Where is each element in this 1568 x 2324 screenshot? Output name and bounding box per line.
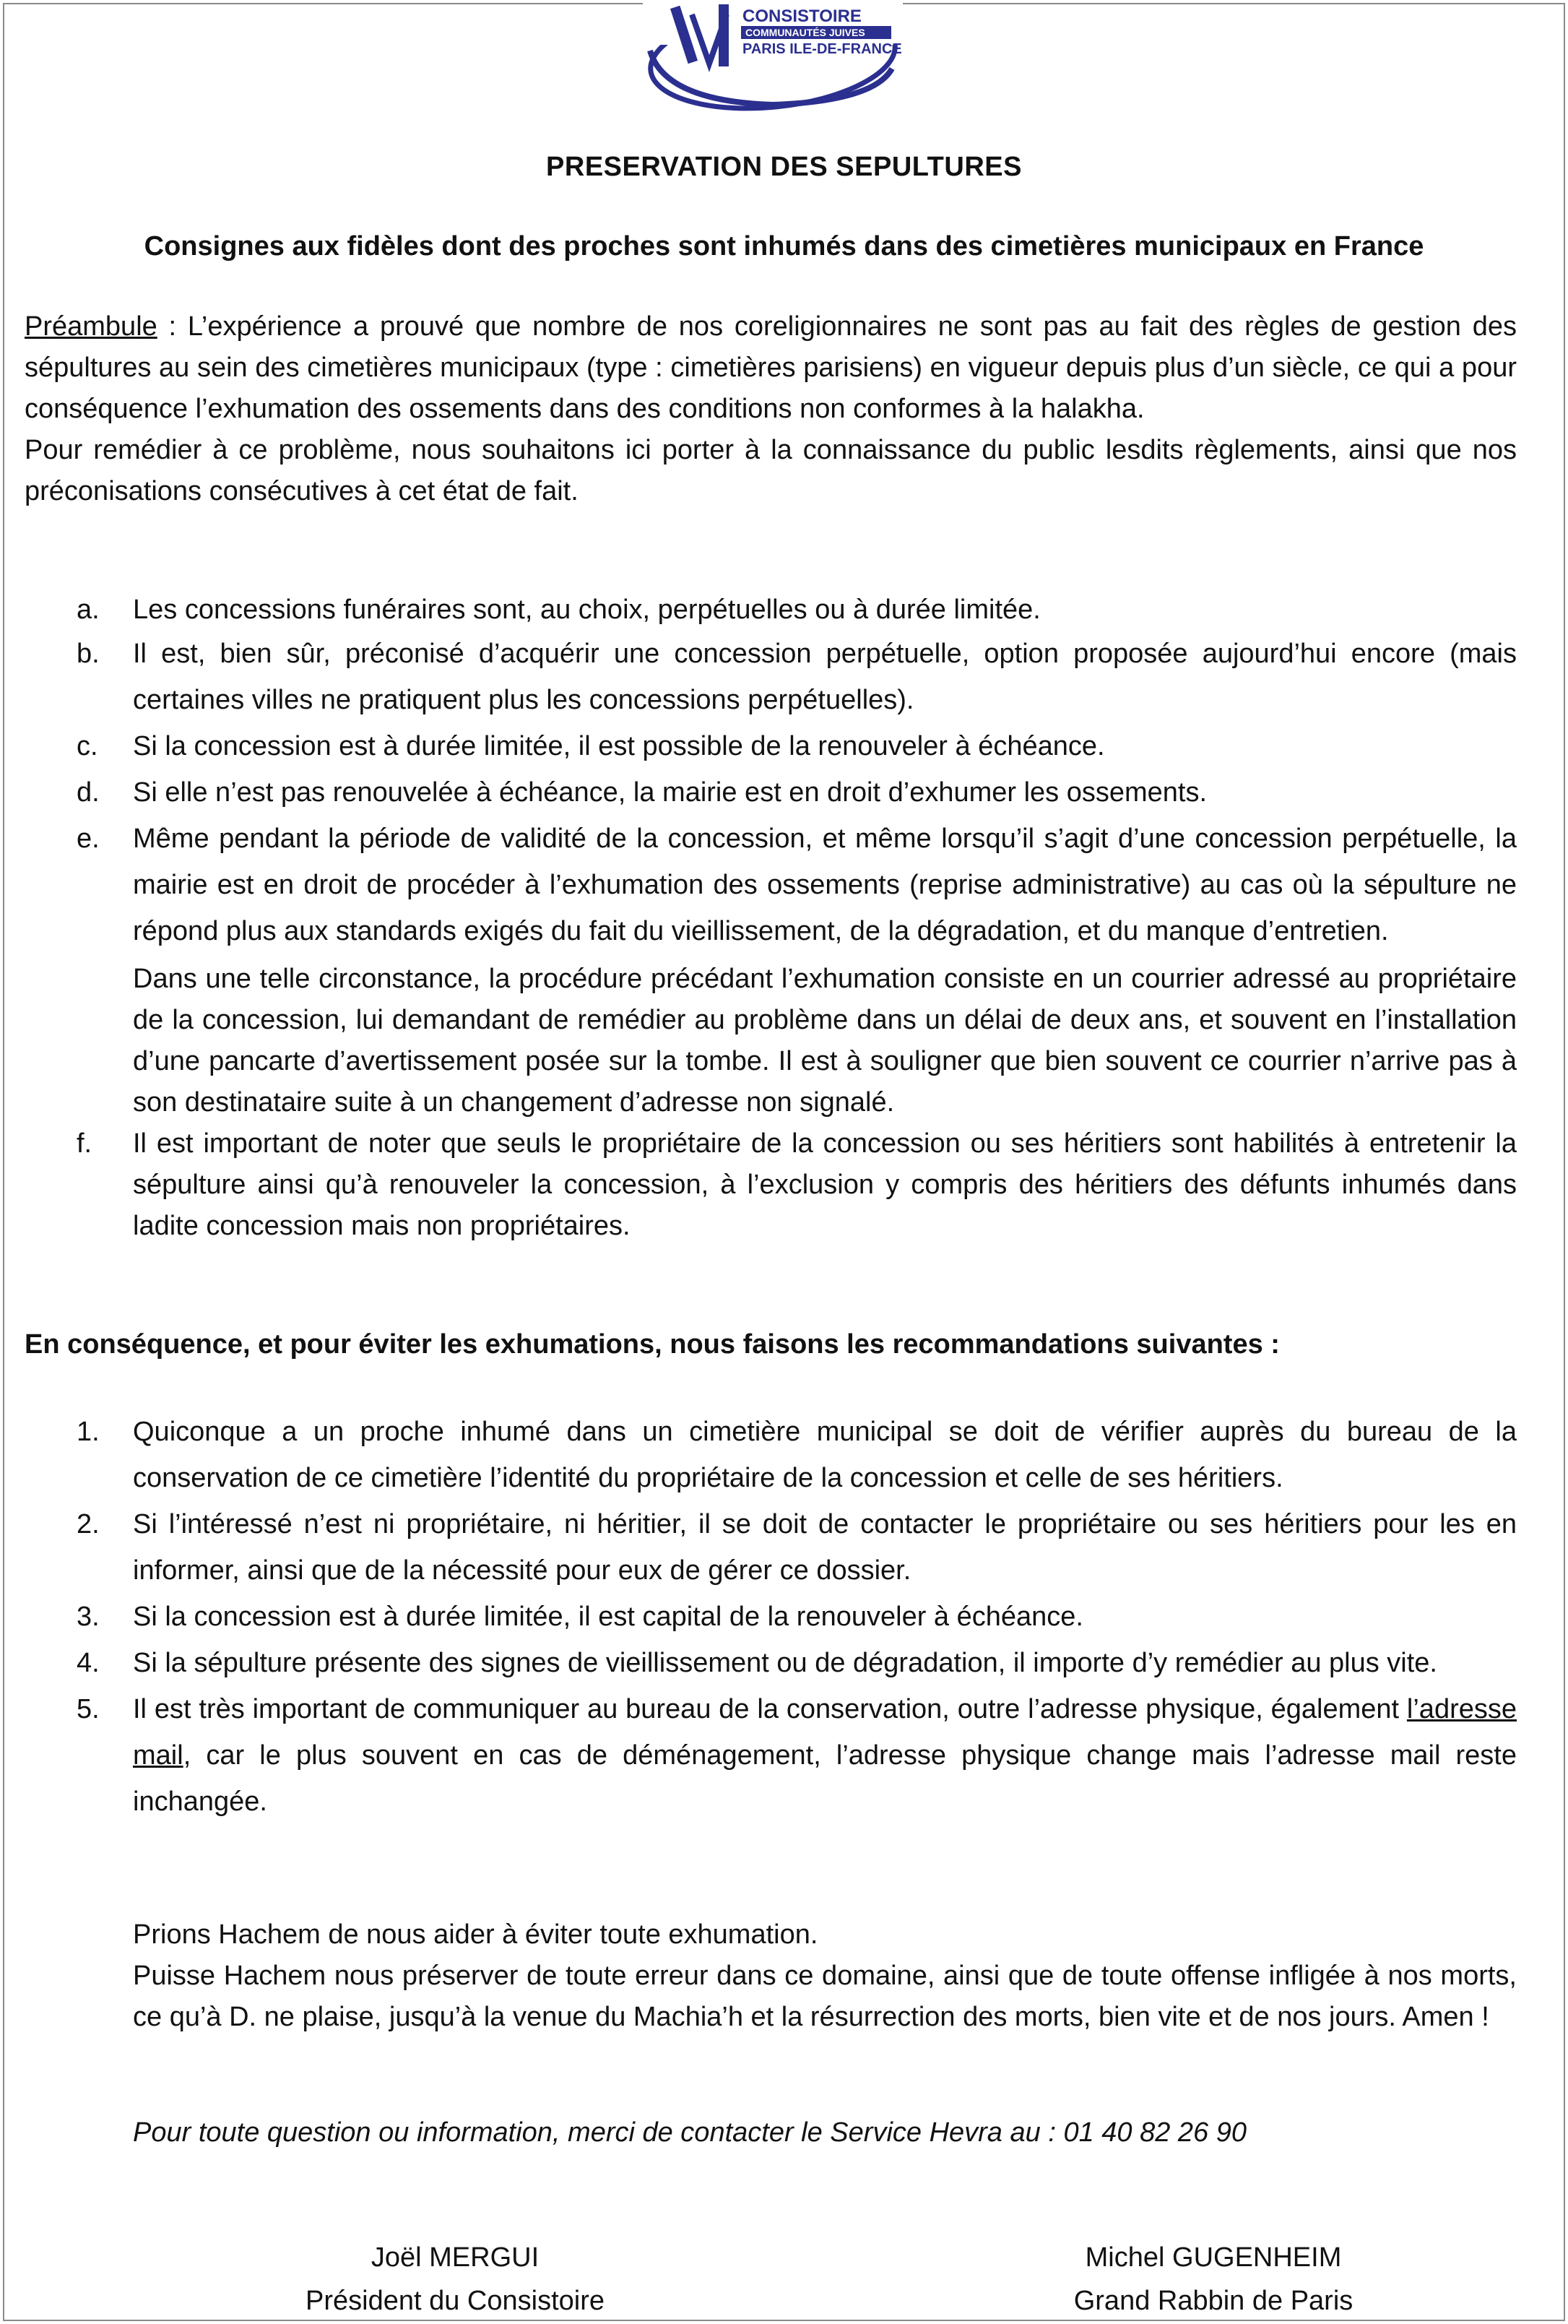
list-item [25, 631, 1517, 723]
list-marker: f. [77, 1128, 92, 1159]
list-marker: 4. [77, 1648, 100, 1678]
list-item-text: Les concessions funéraires sont, au choix, perpétuelles ou à durée limitée. [133, 595, 1041, 625]
list-marker: b. [77, 639, 100, 669]
email-address-emphasis: l’adresse mail [133, 1694, 1517, 1771]
list-item-text: Si la concession est à durée limitée, il est capital de la renouveler à échéance. [133, 1602, 1083, 1632]
svg-text:PARIS ILE-DE-FRANCE: PARIS ILE-DE-FRANCE [742, 41, 902, 57]
list-marker: 5. [77, 1694, 100, 1724]
list-item-text: Si l’intéressé n’est ni propriétaire, ni héritier, il se doit de contacter le propriétaire ou ses héritiers pour les en informer, ainsi que de la nécessité pour eux de gérer ce dossier. [133, 1509, 1517, 1586]
signatory-role: Grand Rabbin de Paris [1073, 2286, 1353, 2316]
list-item-extra: Dans une telle circonstance, la procédure précédant l’exhumation consiste en un courrier adressé au propriétaire de la concession, lui demandant de remédier au problème dans un délai de deux ans, et souvent en l’installation d’une pancarte d’avertissement posée sur la tombe. Il est à souligner que bien souvent ce courrier n’arrive pas à son destinataire suite à un changement d’adresse non signalé. [133, 964, 1517, 1118]
svg-text:CONSISTOIRE: CONSISTOIRE [742, 7, 862, 26]
list-item-text: Il est, bien sûr, préconisé d’acquérir une concession perpétuelle, option proposée aujourd’hui encore (mais certaines villes ne pratiquent plus les concessions perpétuelles). [133, 639, 1517, 715]
list-item-text: , car le plus souvent en cas de déménagement, l’adresse physique change mais l’adresse mail reste inchangée. [133, 1740, 1517, 1817]
signatory-name: Michel GUGENHEIM [1085, 2242, 1342, 2273]
list-item [25, 1686, 1517, 1825]
preamble-text-2: Pour remédier à ce problème, nous souhaitons ici porter à la connaissance du public lesdits règlements, ainsi que nos préconisations consécutives à cet état de fait. [25, 435, 1517, 506]
document-subtitle: Consignes aux fidèles dont des proches sont inhumés dans des cimetières municipaux en France [144, 231, 1424, 262]
list-item-text: Quiconque a un proche inhumé dans un cimetière municipal se doit de vérifier auprès du bureau de la conservation de ce cimetière l’identité du propriétaire de la concession et celle de ses héritiers. [133, 1417, 1517, 1493]
list-item-text: Si la concession est à durée limitée, il est possible de la renouveler à échéance. [133, 731, 1105, 761]
list-item [25, 1123, 1517, 1247]
list-item [25, 1594, 1517, 1640]
list-marker: c. [77, 731, 98, 761]
recommendations-list [25, 1409, 1517, 1825]
list-item [25, 816, 1517, 1123]
preamble [25, 306, 1517, 512]
recommendations-heading: En conséquence, et pour éviter les exhumations, nous faisons les recommandations suivantes : [25, 1329, 1280, 1360]
list-item-text: Il est très important de communiquer au bureau de la conservation, outre l’adresse physique, également [133, 1694, 1407, 1724]
list-item-text: Si la sépulture présente des signes de vieillissement ou de dégradation, il importe d’y remédier au plus vite. [133, 1648, 1437, 1678]
signature-left [238, 2236, 672, 2323]
list-item [25, 723, 1517, 769]
list-item [25, 769, 1517, 816]
consistoire-logo-graphic [643, 0, 903, 112]
closing-line-1: Prions Hachem de nous aider à éviter toute exhumation. [133, 1919, 818, 1950]
list-item-text: Il est important de noter que seuls le propriétaire de la concession ou ses héritiers sont habilités à entretenir la sépulture ainsi qu’à renouveler la concession, à l’exclusion y compris des héritiers des défunts inhumés dans ladite concession mais non propriétaires. [133, 1128, 1517, 1241]
contact-info: Pour toute question ou information, merci de contacter le Service Hevra au : 01 40 82 26 90 [133, 2117, 1247, 2148]
preamble-label: Préambule [25, 311, 157, 342]
signature-right [997, 2236, 1430, 2323]
rules-list [25, 589, 1517, 1247]
list-marker: d. [77, 777, 100, 808]
list-item [25, 589, 1517, 631]
preamble-text: : L’expérience a prouvé que nombre de nos coreligionnaires ne sont pas au fait des règles de gestion des sépultures au sein des cimetières municipaux (type : cimetières parisiens) en vigueur depuis plus d’un siècle, ce qui a pour conséquence l’exhumation des ossements dans des conditions non conformes à la halakha. [25, 311, 1517, 424]
consistoire-logo [643, 0, 903, 112]
list-item-text: Si elle n’est pas renouvelée à échéance, la mairie est en droit d’exhumer les ossements. [133, 777, 1208, 808]
list-marker: e. [77, 824, 100, 854]
document-title: PRESERVATION DES SEPULTURES [546, 152, 1022, 182]
signatory-role: Président du Consistoire [306, 2286, 605, 2316]
list-marker: 2. [77, 1509, 100, 1539]
list-marker: a. [77, 595, 100, 625]
list-marker: 3. [77, 1602, 100, 1632]
closing-line-2: Puisse Hachem nous préserver de toute erreur dans ce domaine, ainsi que de toute offense infligée à nos morts, ce qu’à D. ne plaise, jusqu’à la venue du Machia’h et la résurrection des morts, bien vite et de nos jours. Amen ! [133, 1961, 1517, 2032]
list-item [25, 1640, 1517, 1686]
list-item-text: Même pendant la période de validité de la concession, et même lorsqu’il s’agit d’une concession perpétuelle, la mairie est en droit de procéder à l’exhumation des ossements (reprise administrative) au cas où la sépulture ne répond plus aux standards exigés du fait du vieillissement, de la dégradation, et du manque d’entretien. [133, 824, 1517, 946]
list-marker: 1. [77, 1417, 100, 1447]
list-item [25, 1409, 1517, 1501]
signatory-name: Joël MERGUI [371, 2242, 540, 2273]
closing-prayer [133, 1914, 1517, 2038]
svg-text:COMMUNAUTÉS JUIVES: COMMUNAUTÉS JUIVES [745, 27, 865, 38]
list-item [25, 1501, 1517, 1594]
